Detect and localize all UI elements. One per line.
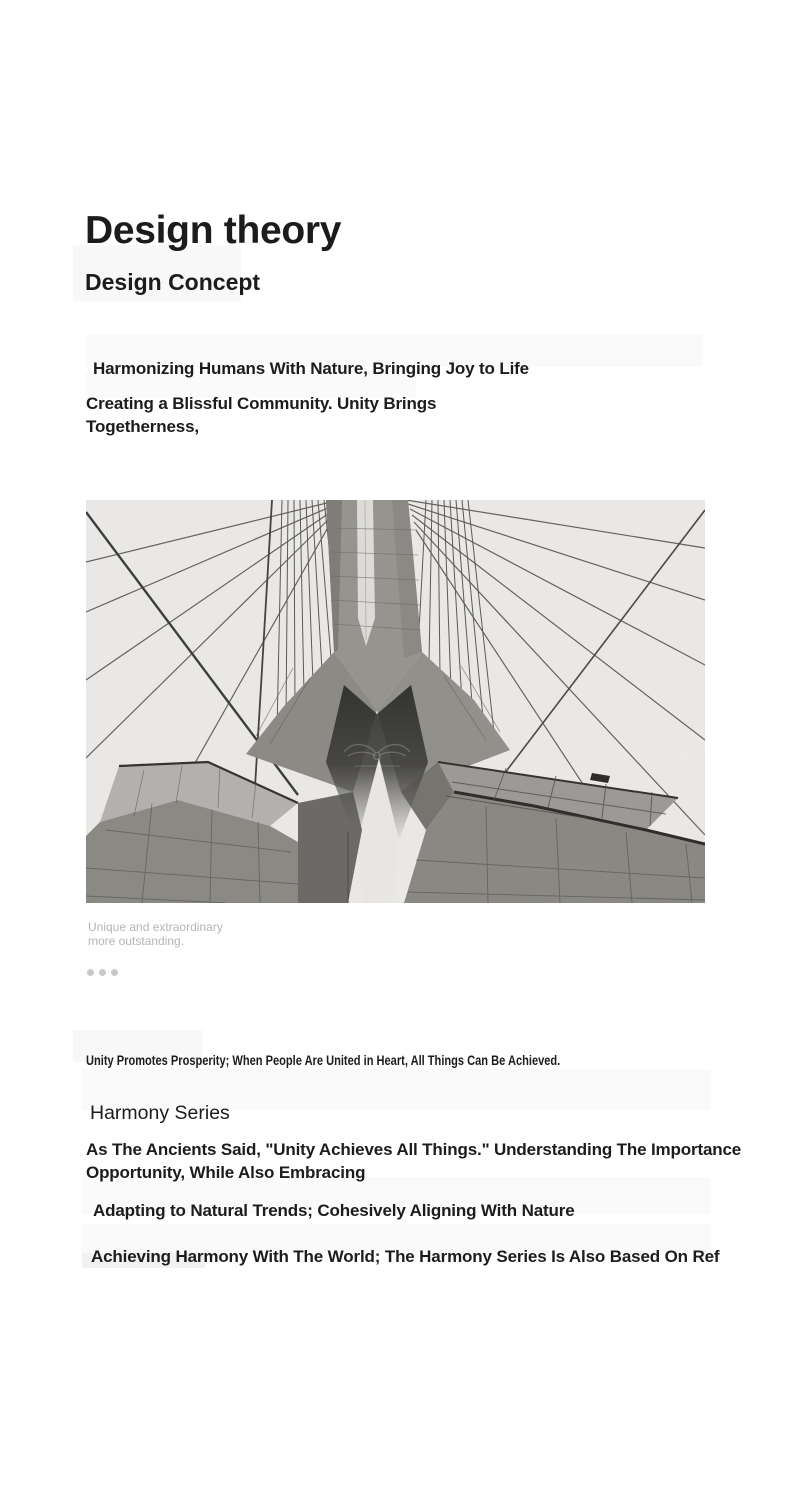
paragraph-achieving: Achieving Harmony With The World; The Harmony Series Is Also Based On Ref xyxy=(91,1247,720,1266)
paragraph-ancients-line-2: Opportunity, While Also Embracing xyxy=(86,1163,366,1182)
carousel-dot[interactable] xyxy=(87,969,94,976)
section-title-design-concept: Design Concept xyxy=(85,269,261,296)
intro-line-creating xyxy=(86,392,436,438)
paragraph-ancients xyxy=(86,1138,790,1184)
series-title: Harmony Series xyxy=(90,1101,230,1124)
carousel-dots xyxy=(87,969,118,976)
figure-caption-line-2: more outstanding. xyxy=(88,934,185,948)
paragraph-adapting: Adapting to Natural Trends; Cohesively Aligning With Nature xyxy=(93,1201,575,1220)
unity-statement: Unity Promotes Prosperity; When People Are United in Heart, All Things Can Be Achieved. xyxy=(86,1052,561,1068)
carousel-dot[interactable] xyxy=(111,969,118,976)
carousel-dot[interactable] xyxy=(99,969,106,976)
page-title: Design theory xyxy=(85,209,342,253)
figure-caption xyxy=(88,920,223,948)
intro-line-harmonizing: Harmonizing Humans With Nature, Bringing Joy to Life xyxy=(93,359,529,378)
bridge-photo-illustration xyxy=(86,500,705,903)
bridge-photo xyxy=(86,500,705,903)
intro-line-creating-2: Togetherness, xyxy=(86,417,199,436)
figure-caption-line-1: Unique and extraordinary xyxy=(88,920,223,934)
paragraph-ancients-line-1: As The Ancients Said, "Unity Achieves All Things." Understanding The Importance xyxy=(86,1140,742,1159)
intro-line-creating-1: Creating a Blissful Community. Unity Brings xyxy=(86,394,437,413)
